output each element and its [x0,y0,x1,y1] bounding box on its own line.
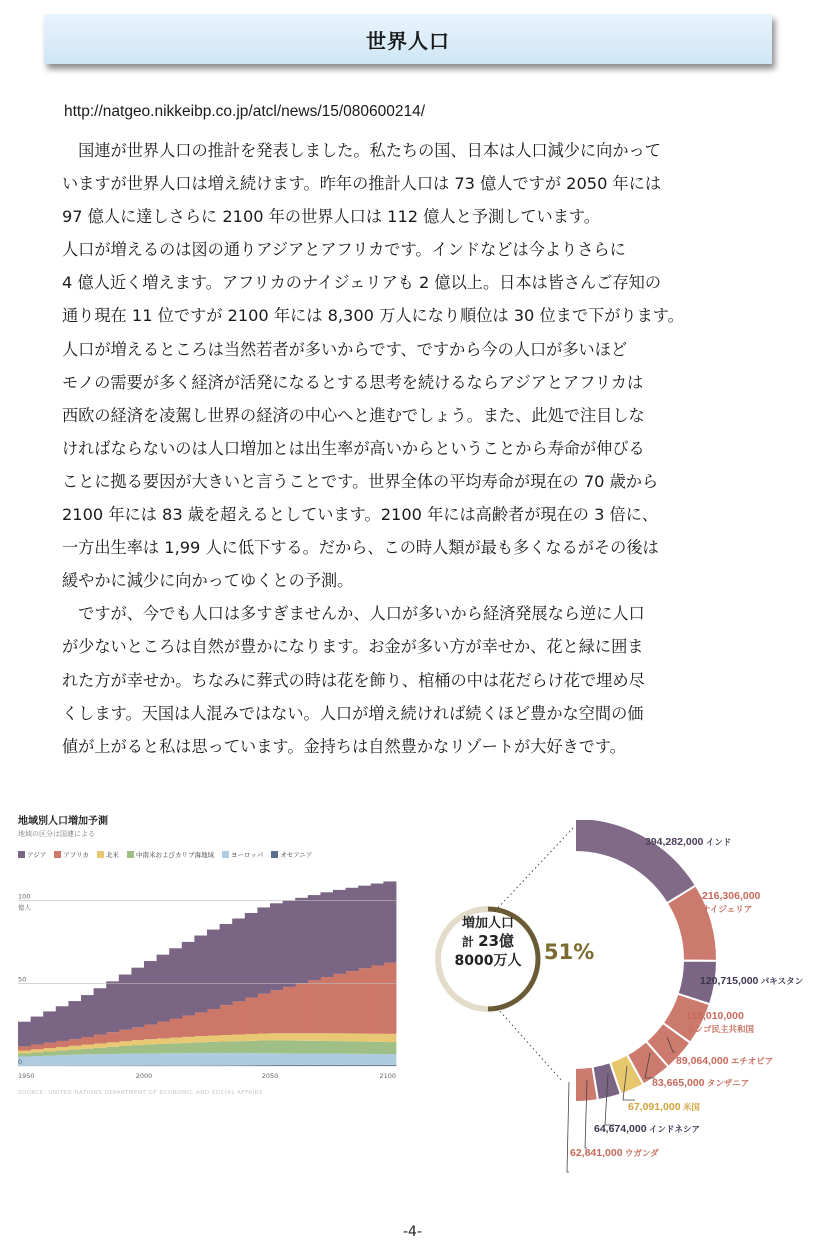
area-segment [358,1034,371,1042]
area-segment [31,1017,44,1045]
area-segment [144,1025,157,1040]
donut-label [628,1101,700,1113]
area-segment [270,1053,283,1065]
area-segment [131,1045,144,1053]
area-segment [94,1043,107,1047]
area-chart-title: 地域別人口増加予測 [18,816,108,827]
legend-swatch [18,851,25,858]
area-segment [182,1015,195,1036]
area-segment [43,1048,56,1051]
area-segment [106,1047,119,1054]
area-segment [220,1035,233,1042]
body-line: 人口が増えるのは図の通りアジアとアフリカです。インドなどは今よりさらに [62,240,626,260]
area-segment [81,1045,94,1049]
area-segment [308,1041,321,1054]
donut-label-country: ウガンダ [622,1148,659,1158]
area-segment [106,1032,119,1042]
legend-swatch [127,851,134,858]
area-segment [232,1053,245,1065]
donut-label-value: 89,064,000 [676,1055,729,1067]
area-segment [257,1053,270,1065]
area-segment [270,1033,283,1040]
body-line: ことに拠る要因が大きいと言うことです。世界全体の平均寿命が現在の 70 歳から [62,471,659,491]
legend-swatch [97,851,104,858]
area-segment [371,1054,384,1065]
area-segment [220,1053,233,1065]
area-segment [131,1027,144,1040]
area-segment [94,1048,107,1054]
area-segment [371,884,384,966]
body-line: 一方出生率は 1,99 人に低下する。だから、この時人類が最も多くなるがその後は [62,538,659,558]
area-segment [94,1035,107,1044]
donut-label [700,975,803,987]
x-tick-label: 2000 [135,1072,153,1080]
area-segment [194,1012,207,1036]
area-segment [119,1030,132,1041]
leader-line [567,1082,569,1172]
area-segment [333,1041,346,1054]
area-segment [194,1036,207,1042]
area-segment [31,1052,44,1056]
area-segment [43,1011,56,1042]
area-segment [245,1034,258,1041]
area-segment [131,1040,144,1045]
area-series-ヨーロッパ [18,1053,396,1066]
area-segment [31,1045,44,1050]
area-segment [371,965,384,1033]
area-segment [157,1044,170,1053]
area-segment [169,1019,182,1038]
area-segment [43,1043,56,1048]
area-segment [194,1053,207,1065]
area-segment [245,1053,258,1065]
donut-slice [575,820,696,903]
donut-label-value: 62,841,000 [570,1147,623,1159]
area-segment [169,1038,182,1044]
area-segment [333,1033,346,1041]
area-segment [106,1042,119,1047]
donut-label [594,1123,700,1135]
area-segment [320,977,333,1033]
area-segment [220,924,233,1005]
area-segment [283,987,296,1033]
area-segment [157,955,170,1022]
area-segment [56,1041,69,1047]
donut-label [645,836,731,848]
donut-total-value: 23億 [478,932,515,950]
area-segment [346,1054,359,1065]
body-line: 2100 年には 83 歳を超えるとしています。2100 年には高齢者が現在の 3 倍に、 [62,505,659,525]
area-segment [207,1009,220,1035]
donut-label-value: 394,282,000 [645,836,704,848]
area-segment [68,1055,81,1066]
area-segment [43,1056,56,1066]
body-line: が少ないところは自然が豊かになります。お金が多い方が幸せか、花と緑に囲ま [62,637,644,657]
legend-item [271,850,312,859]
area-segment [283,901,296,987]
donut-center-total [440,933,536,950]
area-segment [270,990,283,1033]
donut-label-country: インドネシア [646,1124,700,1134]
page-title: 世界人口 [366,28,450,53]
area-segment [308,895,321,980]
area-chart [16,876,408,1090]
area-segment [131,968,144,1028]
area-segment [182,1037,195,1043]
donut-label [676,1055,773,1067]
area-segment [383,881,396,962]
source-url: http://natgeo.nikkeibp.co.jp/atcl/news/15/080600214/ [64,103,426,120]
area-segment [119,1041,132,1046]
area-segment [94,988,107,1034]
legend-swatch [54,851,61,858]
area-segment [358,1054,371,1065]
area-segment [182,1053,195,1065]
area-segment [182,1043,195,1053]
area-segment [119,1046,132,1054]
area-segment [295,1033,308,1040]
area-segment [257,994,270,1034]
area-segment [169,1053,182,1065]
legend-label: ヨーロッパ [230,851,264,859]
body-line: 人口が増えるところは当然若者が多いからです、ですから今の人口が多いほど [62,339,628,359]
area-segment [18,1022,31,1047]
area-segment [232,1034,245,1041]
donut-label-country: ナイジェリア [702,904,753,914]
donut-label-country: エチオピア [728,1056,774,1066]
area-segment [220,1005,233,1035]
donut-label-value: 67,091,000 [628,1101,681,1113]
area-segment [68,1050,81,1055]
area-segment [232,1001,245,1034]
body-line: れた方が幸せか。ちなみに葬式の時は花を飾り、棺桶の中は花だらけ花で埋め尽 [62,670,645,690]
area-segment [131,1054,144,1066]
donut-share-label: 51% [544,940,595,964]
area-segment [157,1022,170,1039]
area-segment [94,1054,107,1066]
area-segment [119,975,132,1030]
title-banner [44,14,772,64]
area-segment [308,1033,321,1041]
legend-label: 北米 [105,851,119,859]
area-segment [320,892,333,977]
area-chart-figure [16,812,408,1112]
area-segment [182,942,195,1016]
area-segment [371,1034,384,1042]
legend-item [222,850,263,859]
area-segment [144,1044,157,1053]
area-segment [346,1033,359,1041]
donut-label [570,1147,659,1159]
area-segment [18,1046,31,1050]
area-segment [56,1051,69,1056]
area-segment [333,1054,346,1065]
area-segment [119,1054,132,1066]
area-segment [333,890,346,974]
area-segment [194,936,207,1013]
area-segment [270,1040,283,1053]
area-segment [270,903,283,990]
body-line: 97 億人に達しさらに 2100 年の世界人口は 112 億人と予測しています。 [62,207,600,227]
area-segment [283,1041,296,1054]
area-segment [308,980,321,1033]
page-number: -4- [402,1224,422,1240]
area-segment [18,1053,31,1056]
area-segment [18,1051,31,1054]
donut-label [652,1077,749,1089]
area-segment [320,1041,333,1054]
x-tick-label: 2050 [261,1072,279,1080]
area-segment [144,1053,157,1065]
y-tick-label: 50 [18,975,27,984]
area-segment [220,1042,233,1054]
area-segment [245,998,258,1034]
area-segment [81,995,94,1037]
donut-label-value: 118,010,000 [686,1010,744,1022]
area-segment [68,1039,81,1046]
area-segment [169,1043,182,1053]
area-segment [207,1035,220,1041]
area-segment [56,1055,69,1066]
legend-item [97,850,119,859]
donut-label-value: 64,674,000 [594,1123,647,1135]
area-segment [207,1053,220,1065]
area-segment [68,1001,81,1039]
area-segment [295,984,308,1034]
legend-item [127,850,214,859]
x-tick-label: 1950 [18,1072,35,1080]
area-chart-legend [18,850,312,859]
area-segment [320,1033,333,1041]
area-segment [383,1054,396,1065]
body-line: 4 億人近く増えます。アフリカのナイジェリアも 2 億以上。日本は皆さんご存知の [62,273,662,293]
y-tick-label: 0 [18,1058,23,1066]
y-tick-label: 100 [18,892,31,901]
area-segment [295,1053,308,1065]
area-segment [157,1038,170,1043]
area-segment [283,1053,296,1065]
area-segment [383,1034,396,1042]
legend-item [54,850,89,859]
area-segment [31,1049,44,1052]
area-segment [320,1054,333,1065]
area-segment [295,1041,308,1054]
legend-label: アジア [27,851,47,859]
area-segment [106,981,119,1032]
area-segment [283,1033,296,1040]
area-segment [257,1041,270,1054]
area-segment [358,1042,371,1054]
area-segment [358,968,371,1033]
donut-label-country: タンザニア [704,1078,750,1088]
area-segment [144,961,157,1025]
body-line: 緩やかに減少に向かってゆくとの予測。 [62,571,354,591]
donut-label [686,1010,754,1035]
area-segment [295,898,308,984]
area-segment [308,1053,321,1064]
body-line: くします。天国は人混みではない。人口が増え続ければ続くほど豊かな空間の価 [62,703,644,723]
x-tick-label: 2100 [379,1072,396,1080]
body-line: ければならないのは人口増加とは出生率が高いからということから寿命が伸びる [62,438,645,458]
area-segment [68,1046,81,1050]
area-segment [383,963,396,1034]
donut-label-value: 216,306,000 [702,890,761,902]
donut-total-prefix: 計 [461,935,474,949]
area-segment [106,1054,119,1066]
area-segment [56,1006,69,1041]
donut-label [702,890,760,915]
area-segment [157,1053,170,1065]
legend-label: 中南米およびカリブ海地域 [135,851,214,859]
donut-center-label [440,912,536,970]
area-segment [194,1042,207,1053]
area-segment [232,1041,245,1053]
area-chart-subtitle: 地域の区分は国連による [18,830,95,838]
area-segment [81,1049,94,1055]
legend-swatch [222,851,229,858]
legend-label: アフリカ [63,851,89,859]
body-line: 西欧の経済を凌駕し世界の経済の中心へと進むでしょう。また、此処で注目しな [62,405,645,425]
legend-swatch [271,851,278,858]
connector-bottom [497,1008,563,1082]
donut-total-line2: 8000万人 [454,953,522,969]
area-segment [31,1056,44,1066]
area-segment [245,913,258,998]
area-chart-source: SOURCE: UNITED NATIONS DEPARTMENT OF ECONOMIC AND SOCIAL AFFAIRS [18,1090,263,1096]
body-line: 値が上がると私は思っています。金持ちは自然豊かなリゾートが大好きです。 [62,736,626,756]
donut-label-value: 83,665,000 [652,1077,705,1089]
donut-label-country: インド [703,837,732,847]
area-segment [333,974,346,1033]
legend-item [18,850,46,859]
body-line: 国連が世界人口の推計を発表しました。私たちの国、日本は人口減少に向かって [62,141,661,160]
body-line: モノの需要が多く経済が活発になるとする思考を続けるならアジアとアフリカは [62,372,644,392]
area-segment [81,1037,94,1045]
area-segment [81,1054,94,1065]
donut-center-title: 増加人口 [461,916,514,931]
donut-label-country: パキスタン [758,976,804,986]
area-segment [346,971,359,1033]
area-segment [43,1052,56,1056]
connector-top [495,828,573,911]
area-segment [207,930,220,1009]
area-segment [245,1041,258,1053]
area-segment [257,1033,270,1040]
legend-label: オセアニア [280,851,313,859]
body-line: 通り現在 11 位ですが 2100 年には 8,300 万人になり順位は 30 位まで下がります。 [62,306,684,326]
area-segment [358,886,371,969]
donut-label-value: 120,715,000 [700,975,759,987]
area-segment [232,919,245,1002]
area-segment [346,1041,359,1053]
donut-label-country: 米国 [680,1102,700,1112]
donut-label-country: コンゴ民主共和国 [686,1024,755,1034]
area-segment [144,1039,157,1044]
y-axis-label: 億人 [18,903,31,912]
area-segment [383,1042,396,1054]
area-segment [257,907,270,993]
body-line: ですが、今でも人口は多すぎませんか、人口が多いから経済発展なら逆に人口 [62,604,645,624]
article-body [62,134,774,763]
body-line: いますが世界人口は増え続けます。昨年の推計人口は 73 億人ですが 2050 年には [62,174,662,194]
area-segment [371,1042,384,1054]
area-segment [207,1042,220,1053]
area-segment [56,1047,69,1051]
